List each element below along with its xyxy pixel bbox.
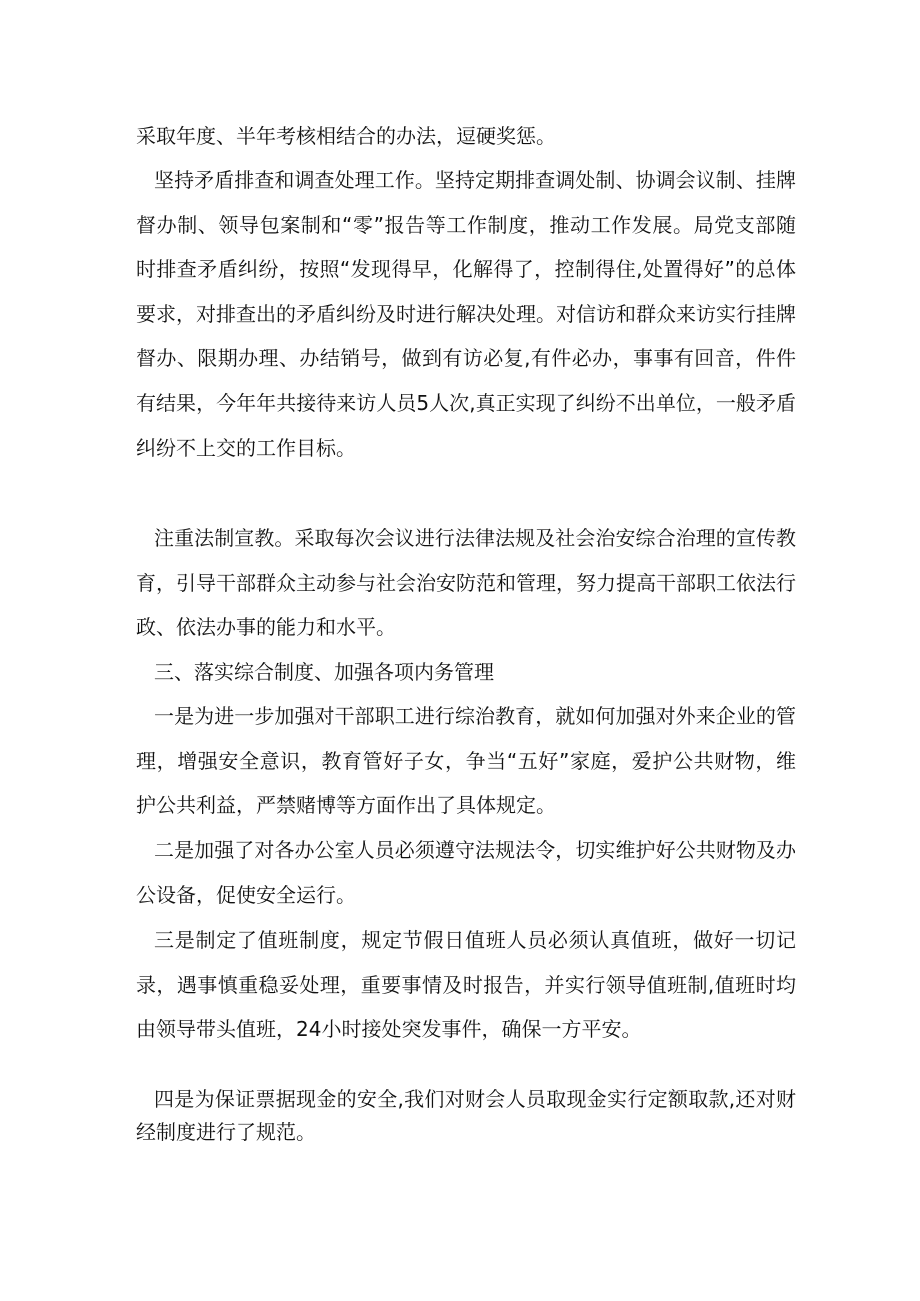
paragraph-assessment-method: 采取年度、半年考核相结合的办法，逗硬奖惩。: [136, 124, 556, 148]
paragraph-conflict-investigation: 坚持矛盾排查和调查处理工作。坚持定期排查调处制、协调会议制、挂牌督办制、领导包案制和“零”报告等工作制度，推动工作发展。局党支部随时排查矛盾纠纷，按照“发现得早，化解得了，控制得住,处置得好”的总体要求，对排查出的矛盾纠纷及时进行解决处理。对信访和群众来访实行挂牌督办、限期办理、办结销号，做到有访必复,有件必办，事事有回音，件件有结果，今年年共接待来访人员5人次,真正实现了纠纷不出单位，一般矛盾纠纷不上交的工作目标。: [136, 168, 796, 460]
paragraph-legal-education: 注重法制宣教。采取每次会议进行法律法规及社会治安综合治理的宣传教育，引导干部群众主动参与社会治安防范和管理，努力提高干部职工依法行政、依法办事的能力和水平。: [136, 526, 796, 640]
paragraph-point-three: 三是制定了值班制度，规定节假日值班人员必须认真值班，做好一切记录，遇事慎重稳妥处理，重要事情及时报告，并实行领导值班制,值班时均由领导带头值班，24小时接处突发事件，确保一方平安。: [136, 928, 796, 1042]
paragraph-point-four: 四是为保证票据现金的安全,我们对财会人员取现金实行定额取款,还对财经制度进行了规范。: [136, 1087, 796, 1144]
section-heading-three: 三、落实综合制度、加强各项内务管理: [154, 660, 494, 684]
paragraph-point-two: 二是加强了对各办公室人员必须遵守法规法令，切实维护好公共财物及办公设备，促使安全运行。: [136, 838, 796, 907]
paragraph-point-one: 一是为进一步加强对干部职工进行综治教育，就如何加强对外来企业的管理，增强安全意识，教育管好子女，争当“五好”家庭，爱护公共财物，维护公共利益，严禁赌博等方面作出了具体规定。: [136, 704, 796, 818]
